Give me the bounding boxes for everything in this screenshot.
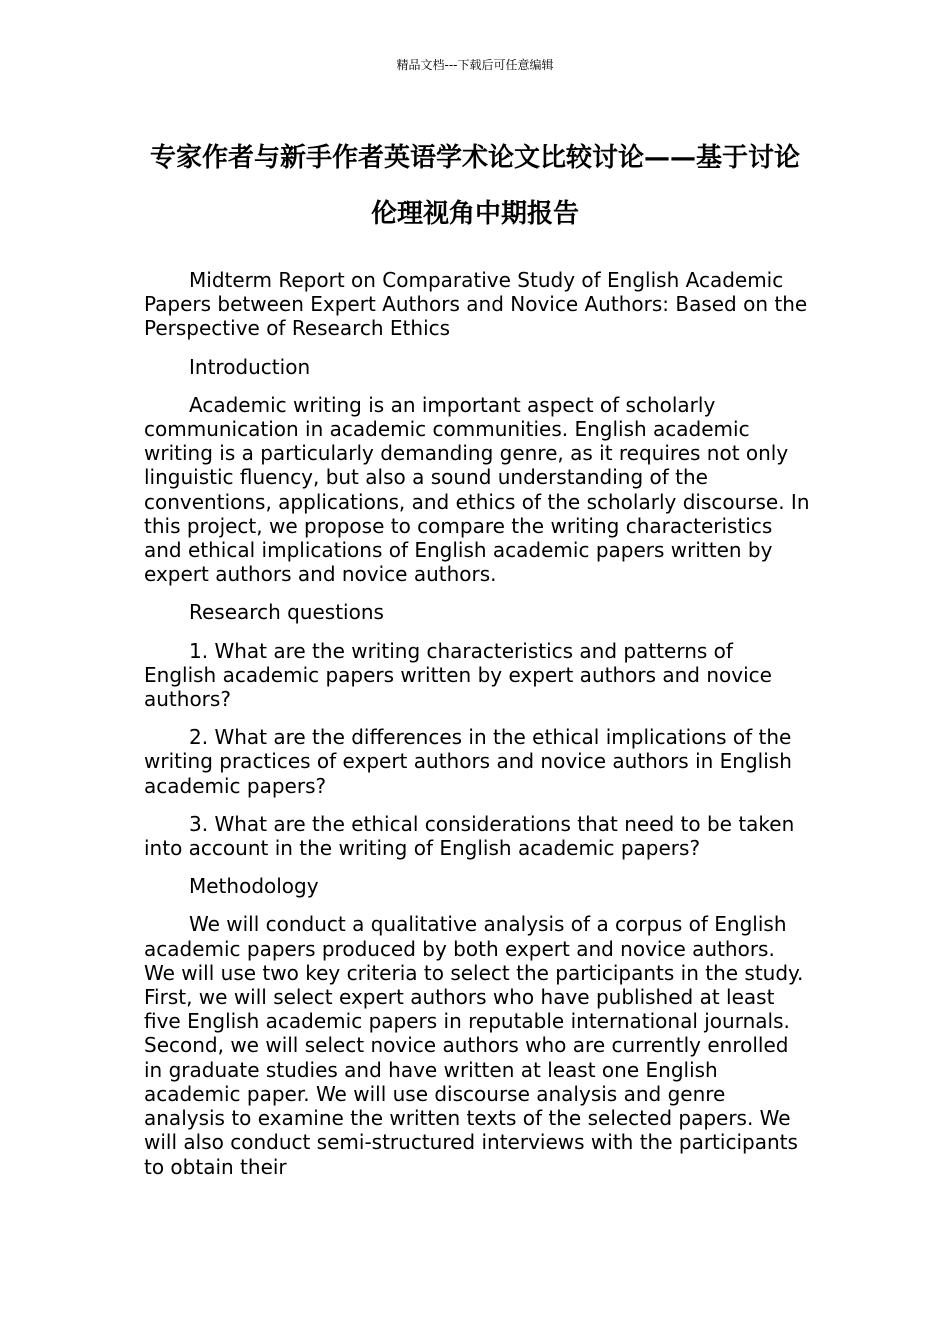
section-heading-methodology: Methodology [189,874,319,899]
section-heading-research-questions: Research questions [189,600,384,625]
research-question-3: 3. What are the ethical considerations that need to be taken into account in the writing of English academic papers? [144,811,795,861]
document-title: 专家作者与新手作者英语学术论文比较讨论——基于讨论伦理视角中期报告 [149,143,800,229]
report-title-paragraph: Midterm Report on Comparative Study of English Academic Papers between Expert Authors and Novice Authors: Based on the Perspective of Research Ethics [144,268,808,341]
document-body [144,268,810,1193]
research-question-1: 1. What are the writing characteristics and patterns of English academic papers written by expert authors and novice authors? [144,638,772,712]
section-heading-introduction: Introduction [189,354,311,379]
header-note: 精品文档---下载后可任意编辑 [396,58,554,72]
introduction-paragraph: Academic writing is an important aspect of scholarly communication in academic communities. English academic writing is a particularly demanding genre, as it requires not only linguistic fluency, but also a sound understanding of the conventions, applications, and ethics of the scholarly discourse. In this project, we propose to compare the writing characteristics and ethical implications of English academic papers written by expert authors and novice authors. [144,392,810,587]
research-question-2: 2. What are the differences in the ethical implications of the writing practices of expert authors and novice authors in English academic papers? [144,725,792,798]
methodology-paragraph: We will conduct a qualitative analysis of a corpus of English academic papers produced by both expert and novice authors. We will use two key criteria to select the participants in the study. First, we will select expert authors who have published at least five English academic papers in reputable international journals. Second, we will select novice authors who are currently enrolled in graduate studies and have written at least one English academic paper. We will use discourse analysis and genre analysis to examine the written texts of the selected papers. We will also conduct semi-structured interviews with the participants to obtain their [144,912,804,1179]
